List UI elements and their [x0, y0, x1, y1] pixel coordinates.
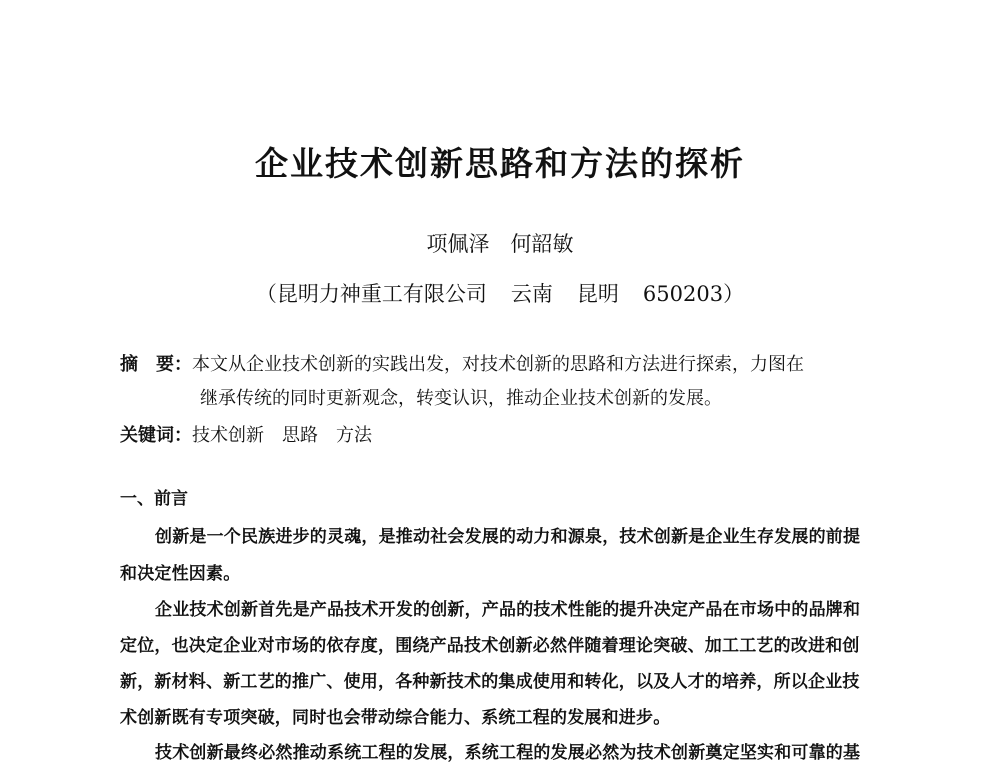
paragraph-1-line-1: 创新是一个民族进步的灵魂，是推动社会发展的动力和源泉，技术创新是企业生存发展的前提: [155, 527, 861, 547]
paper-affiliation: [0, 278, 1000, 308]
affiliation-province: 云南: [510, 282, 553, 306]
section-heading: 一、前言: [120, 489, 188, 509]
abstract-text-1: 本文从企业技术创新的实践出发，对技术创新的思路和方法进行探索，力图在: [192, 354, 804, 375]
abstract-line-1: [120, 350, 804, 376]
affiliation-org: （昆明力神重工有限公司: [255, 282, 487, 306]
paragraph-2-line-4: 术创新既有专项突破，同时也会带动综合能力、系统工程的发展和进步。: [120, 708, 671, 728]
keywords-line: [120, 421, 372, 447]
paragraph-2-line-1: 企业技术创新首先是产品技术开发的创新，产品的技术性能的提升决定产品在市场中的品牌和: [155, 600, 861, 620]
abstract-label: 摘 要：: [120, 354, 192, 375]
paragraph-1-line-2: 和决定性因素。: [120, 564, 241, 584]
paper-title: 企业技术创新思路和方法的探析: [255, 144, 745, 183]
keywords-label: 关键词：: [120, 425, 192, 446]
keywords-text: 技术创新 思路 方法: [192, 425, 372, 446]
paper-authors: 项佩泽 何韶敏: [426, 232, 574, 256]
paragraph-2-line-3: 新，新材料、新工艺的推广、使用，各种新技术的集成使用和转化，以及人才的培养，所以企业技: [120, 672, 860, 692]
affiliation-postcode: 650203）: [642, 282, 745, 306]
paragraph-3-line-1: 技术创新最终必然推动系统工程的发展，系统工程的发展必然为技术创新奠定坚实和可靠的基: [155, 743, 861, 763]
paragraph-2-line-2: 定位，也决定企业对市场的依存度，围绕产品技术创新必然伴随着理论突破、加工工艺的改进和创: [120, 636, 860, 656]
abstract-line-2: 继承传统的同时更新观念，转变认识，推动企业技术创新的发展。: [200, 388, 722, 409]
affiliation-city: 昆明: [576, 282, 619, 306]
